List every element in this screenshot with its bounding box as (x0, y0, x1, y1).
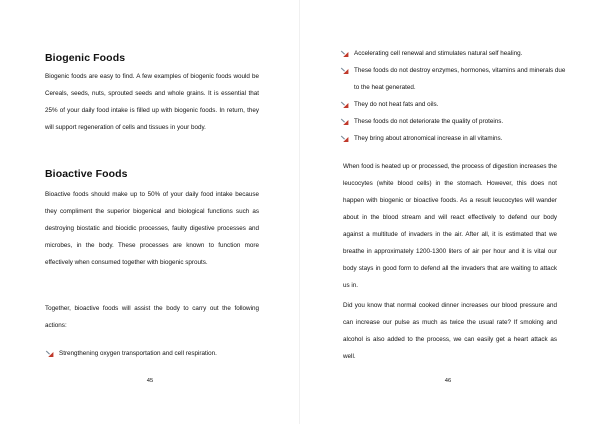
list-item (45, 345, 285, 362)
biogenic-foods-paragraph: Biogenic foods are easy to find. A few examples of biogenic foods would be Cereals, seeds, nuts, sprouted seeds and whole grains. It is essential that 25% of your daily food intake is filled up with biogenic foods. In return, they will support regeneration of cells and tissues in your body. (45, 73, 259, 131)
list-item (340, 130, 566, 147)
list-item (340, 45, 566, 62)
bioactive-foods-heading: Bioactive Foods (45, 168, 128, 180)
list-item-text: They do not heat fats and oils. (354, 101, 439, 108)
right-bullet-list (340, 45, 566, 147)
left-bullet-list (45, 345, 285, 362)
arrow-bullet-icon (45, 350, 54, 358)
list-item (340, 62, 566, 96)
page-number: 45 (146, 378, 154, 384)
digestion-paragraph: When food is heated up or processed, the process of digestion increases the leucocytes (white blood cells) in the stomach. However, this does not happen with biogenic or bioactive foods. As a result leucocytes will wander about in the blood stream and will react effectively to defend our body against a multitude of invaders in the air. After all, it is estimated that we breathe in approximately 1200-1300 liters of air per hour and it is vital our body stays in good form to defend all the invaders that are waiting to attack us in. (343, 163, 557, 289)
arrow-bullet-icon (340, 118, 349, 126)
list-item-text: Strengthening oxygen transportation and cell respiration. (59, 350, 217, 357)
bioactive-foods-paragraph: Bioactive foods should make up to 50% of your daily food intake because they compliment the superior biogenical and biological functions such as destroying biostatic and biocidic processes, faulty digestive processes and microbes, in the body. These processes are known to function more effectively when consumed together with biogenic sprouts. (45, 191, 259, 266)
arrow-bullet-icon (340, 50, 349, 58)
arrow-bullet-icon (340, 135, 349, 143)
list-item-text: Accelerating cell renewal and stimulates natural self healing. (354, 50, 523, 57)
list-item-text: These foods do not destroy enzymes, hormones, vitamins and minerals due to the heat generated. (354, 67, 566, 91)
cooked-dinner-paragraph: Did you know that normal cooked dinner increases our blood pressure and can increase our pulse as much as twice the usual rate? If smoking and alcohol is also added to the process, we can easily get a heart attack as well. (343, 302, 557, 360)
list-item-text: These foods do not deteriorate the quality of proteins. (354, 118, 504, 125)
list-item-text: They bring about atronomical increase in all vitamins. (354, 135, 503, 142)
arrow-bullet-icon (340, 101, 349, 109)
page-number: 46 (444, 378, 452, 384)
list-item (340, 113, 566, 130)
biogenic-foods-heading: Biogenic Foods (45, 52, 126, 64)
right-page (300, 0, 600, 424)
list-item (340, 96, 566, 113)
together-paragraph: Together, bioactive foods will assist the body to carry out the following actions: (45, 305, 259, 329)
arrow-bullet-icon (340, 67, 349, 75)
